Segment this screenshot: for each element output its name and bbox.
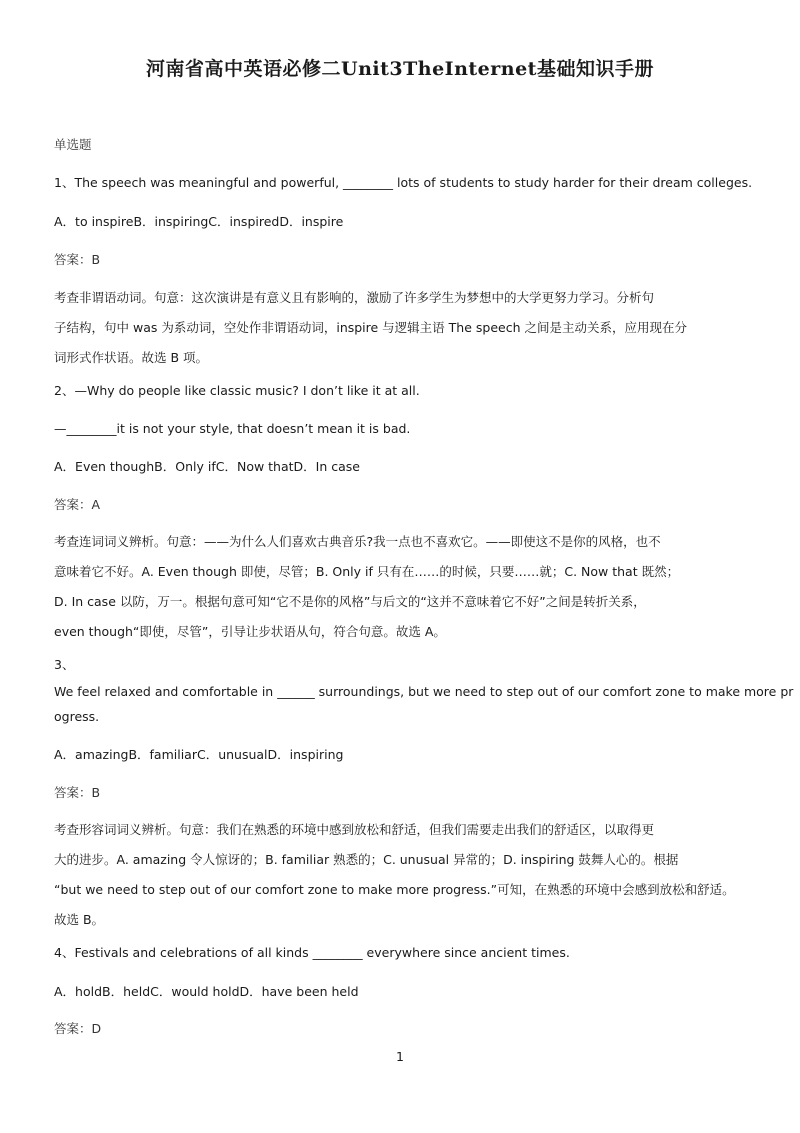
explanation-line: 大的进步。A. amazing 令人惊讶的；B. familiar 熟悉的；C. unusual 异常的；D. inspiring 鼓舞人心的。根据 — [54, 852, 679, 867]
question-4-options: A．holdB．heldC．would holdD．have been held — [54, 984, 359, 999]
question-1-explanation — [54, 290, 744, 380]
section-label: 单选题 — [54, 137, 92, 152]
explanation-line: “but we need to step out of our comfort zone to make more progress.”可知，在熟悉的环境中会感到放松和舒适。 — [54, 882, 735, 897]
answer-value: A — [91, 497, 101, 512]
explanation-line: 考查连词词义辨析。句意：——为什么人们喜欢古典音乐?我一点也不喜欢它。——即使这不是你的风格，也不 — [54, 534, 661, 549]
page-number: 1 — [396, 1049, 404, 1064]
explanation-line: D. In case 以防，万一。根据句意可知“它不是你的风格”与后文的“这并不意味着它不好”之间是转折关系， — [54, 594, 646, 609]
question-3-answer — [54, 785, 754, 801]
explanation-line: 子结构，句中 was 为系动词，空处作非谓语动词，inspire 与逻辑主语 The speech 之间是主动关系，应用现在分 — [54, 320, 687, 335]
question-1-options: A．to inspireB．inspiringC．inspiredD．inspire — [54, 214, 344, 229]
question-2-answer — [54, 497, 754, 513]
explanation-line: 考查非谓语动词。句意：这次演讲是有意义且有影响的，激励了许多学生为梦想中的大学更努力学习。分析句 — [54, 290, 655, 305]
question-3-stem-number: 3、 — [54, 657, 75, 672]
answer-value: B — [91, 785, 101, 800]
question-4-stem: 4、Festivals and celebrations of all kinds ________ everywhere since ancient times. — [54, 945, 570, 960]
question-1-stem: 1、The speech was meaningful and powerful, ________ lots of students to study harder for their dream colleges. — [54, 175, 753, 190]
explanation-line: even though“即使，尽管”，引导让步状语从句，符合句意。故选 A。 — [54, 624, 446, 639]
answer-prefix: 答案： — [54, 497, 92, 512]
answer-value: B — [91, 252, 101, 267]
question-2-explanation — [54, 534, 744, 654]
explanation-line: 故选 B。 — [54, 912, 105, 927]
question-3-options: A．amazingB．familiarC．unusualD．inspiring — [54, 747, 344, 762]
explanation-line: 词形式作状语。故选 B 项。 — [54, 350, 209, 365]
question-2-stem-line-2: —________it is not your style, that doesn’t mean it is bad. — [54, 421, 411, 436]
document-title: 河南省高中英语必修二Unit3TheInternet基础知识手册 — [146, 58, 654, 80]
answer-prefix: 答案： — [54, 1021, 92, 1036]
answer-prefix: 答案： — [54, 252, 92, 267]
question-1-answer — [54, 252, 754, 268]
question-2-stem-line-1: 2、—Why do people like classic music? I don’t like it at all. — [54, 383, 420, 398]
question-3-stem-line-1: We feel relaxed and comfortable in ______ surroundings, but we need to step out of our comfort zone to make more pr — [54, 684, 794, 699]
answer-prefix: 答案： — [54, 785, 92, 800]
question-4-answer — [54, 1021, 754, 1037]
answer-value: D — [91, 1021, 102, 1036]
explanation-line: 考查形容词词义辨析。句意：我们在熟悉的环境中感到放松和舒适，但我们需要走出我们的舒适区，以取得更 — [54, 822, 655, 837]
question-3-stem-line-2: ogress. — [54, 709, 100, 724]
question-3-explanation — [54, 822, 744, 942]
question-2-options: A．Even thoughB．Only ifC．Now thatD．In case — [54, 459, 360, 474]
explanation-line: 意味着它不好。A. Even though 即使，尽管；B. Only if 只有在……的时候，只要……就；C. Now that 既然； — [54, 564, 680, 579]
